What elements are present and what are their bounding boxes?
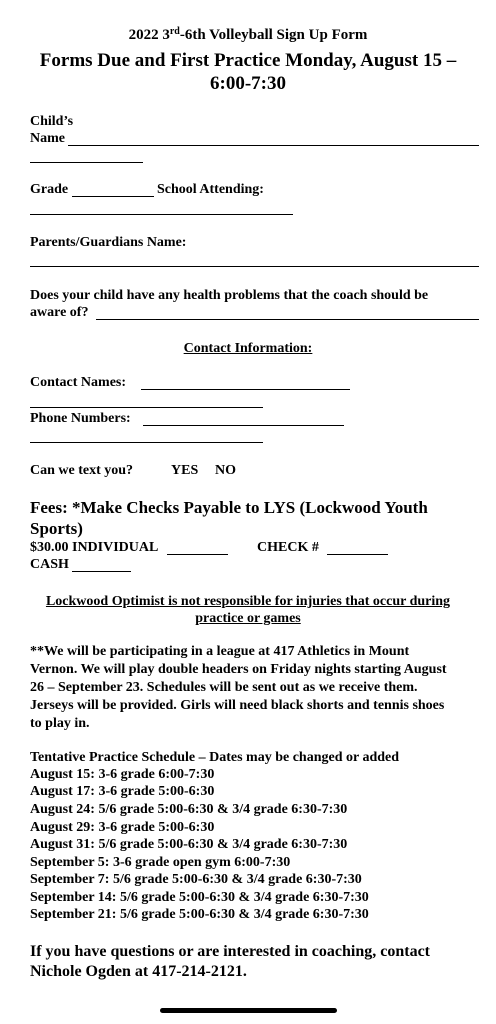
grade-label: Grade bbox=[30, 182, 69, 197]
phone-numbers-field-cont[interactable] bbox=[30, 442, 263, 443]
home-indicator[interactable] bbox=[160, 1008, 337, 1013]
schedule-item: August 15: 3-6 grade 6:00-7:30 bbox=[30, 767, 215, 782]
contact-names-field-cont[interactable] bbox=[30, 407, 263, 408]
info-line: Jerseys will be provided. Girls will need black shorts and tennis shoes bbox=[30, 698, 445, 713]
contact-names-field[interactable] bbox=[141, 389, 350, 390]
cash-field[interactable] bbox=[72, 571, 131, 572]
contact-line2: Nichole Ogden at 417-214-2121. bbox=[30, 963, 247, 980]
child-label-line1: Child’s bbox=[30, 114, 74, 129]
info-line: Vernon. We will play double headers on Friday nights starting August bbox=[30, 662, 447, 677]
info-line: 26 – September 23. Schedules will be sent out as we receive them. bbox=[30, 680, 418, 695]
individual-fee-label: $30.00 INDIVIDUAL bbox=[30, 540, 159, 555]
health-question-line1: Does your child have any health problems that the coach should be bbox=[30, 288, 429, 303]
schedule-item: September 5: 3-6 grade open gym 6:00-7:30 bbox=[30, 855, 291, 870]
child-name-field-cont[interactable] bbox=[30, 162, 143, 163]
check-number-label: CHECK # bbox=[257, 540, 319, 555]
check-number-field[interactable] bbox=[327, 554, 388, 555]
child-name-field[interactable] bbox=[68, 145, 479, 146]
schedule-item: September 14: 5/6 grade 5:00-6:30 & 3/4 grade 6:30-7:30 bbox=[30, 890, 369, 905]
health-question-line2: aware of? bbox=[30, 305, 89, 320]
schedule-item: August 24: 5/6 grade 5:00-6:30 & 3/4 grade 6:30-7:30 bbox=[30, 802, 348, 817]
schedule-item: September 21: 5/6 grade 5:00-6:30 & 3/4 grade 6:30-7:30 bbox=[30, 907, 369, 922]
schedule-item: August 17: 3-6 grade 5:00-6:30 bbox=[30, 784, 215, 799]
schedule-item: August 31: 5/6 grade 5:00-6:30 & 3/4 grade 6:30-7:30 bbox=[30, 837, 348, 852]
schedule-item: August 29: 3-6 grade 5:00-6:30 bbox=[30, 820, 215, 835]
parents-label: Parents/Guardians Name: bbox=[30, 235, 187, 250]
text-question: Can we text you? bbox=[30, 463, 134, 478]
school-label: School Attending: bbox=[157, 182, 264, 197]
school-field[interactable] bbox=[30, 214, 293, 215]
due-date-title: Forms Due and First Practice Monday, August 15 – bbox=[39, 50, 457, 71]
no-option[interactable]: NO bbox=[215, 463, 236, 478]
due-time-title: 6:00-7:30 bbox=[210, 73, 286, 94]
form-title: 2022 3rd-6th Volleyball Sign Up Form bbox=[128, 26, 368, 43]
info-line: **We will be participating in a league at 417 Athletics in Mount bbox=[30, 644, 410, 659]
cash-label: CASH bbox=[30, 557, 69, 572]
child-name-label: Name bbox=[30, 131, 65, 146]
contact-info-heading: Contact Information: bbox=[183, 341, 313, 356]
yes-option[interactable]: YES bbox=[171, 463, 199, 478]
contact-line1: If you have questions or are interested in coaching, contact bbox=[30, 943, 430, 960]
fees-heading-line1: Fees: *Make Checks Payable to LYS (Lockwood Youth bbox=[30, 498, 428, 517]
fees-heading-line2: Sports) bbox=[30, 519, 83, 538]
health-field[interactable] bbox=[96, 319, 479, 320]
schedule-heading: Tentative Practice Schedule – Dates may be changed or added bbox=[30, 750, 400, 765]
grade-field[interactable] bbox=[72, 196, 154, 197]
parents-field[interactable] bbox=[30, 266, 479, 267]
info-line: to play in. bbox=[30, 716, 90, 731]
contact-names-label: Contact Names: bbox=[30, 375, 127, 390]
schedule-item: September 7: 5/6 grade 5:00-6:30 & 3/4 grade 6:30-7:30 bbox=[30, 872, 362, 887]
phone-numbers-field[interactable] bbox=[143, 425, 344, 426]
phone-numbers-label: Phone Numbers: bbox=[30, 411, 131, 426]
individual-fee-field[interactable] bbox=[167, 554, 228, 555]
disclaimer-line2: practice or games bbox=[195, 611, 301, 626]
disclaimer-line1: Lockwood Optimist is not responsible for injuries that occur during bbox=[45, 594, 451, 609]
